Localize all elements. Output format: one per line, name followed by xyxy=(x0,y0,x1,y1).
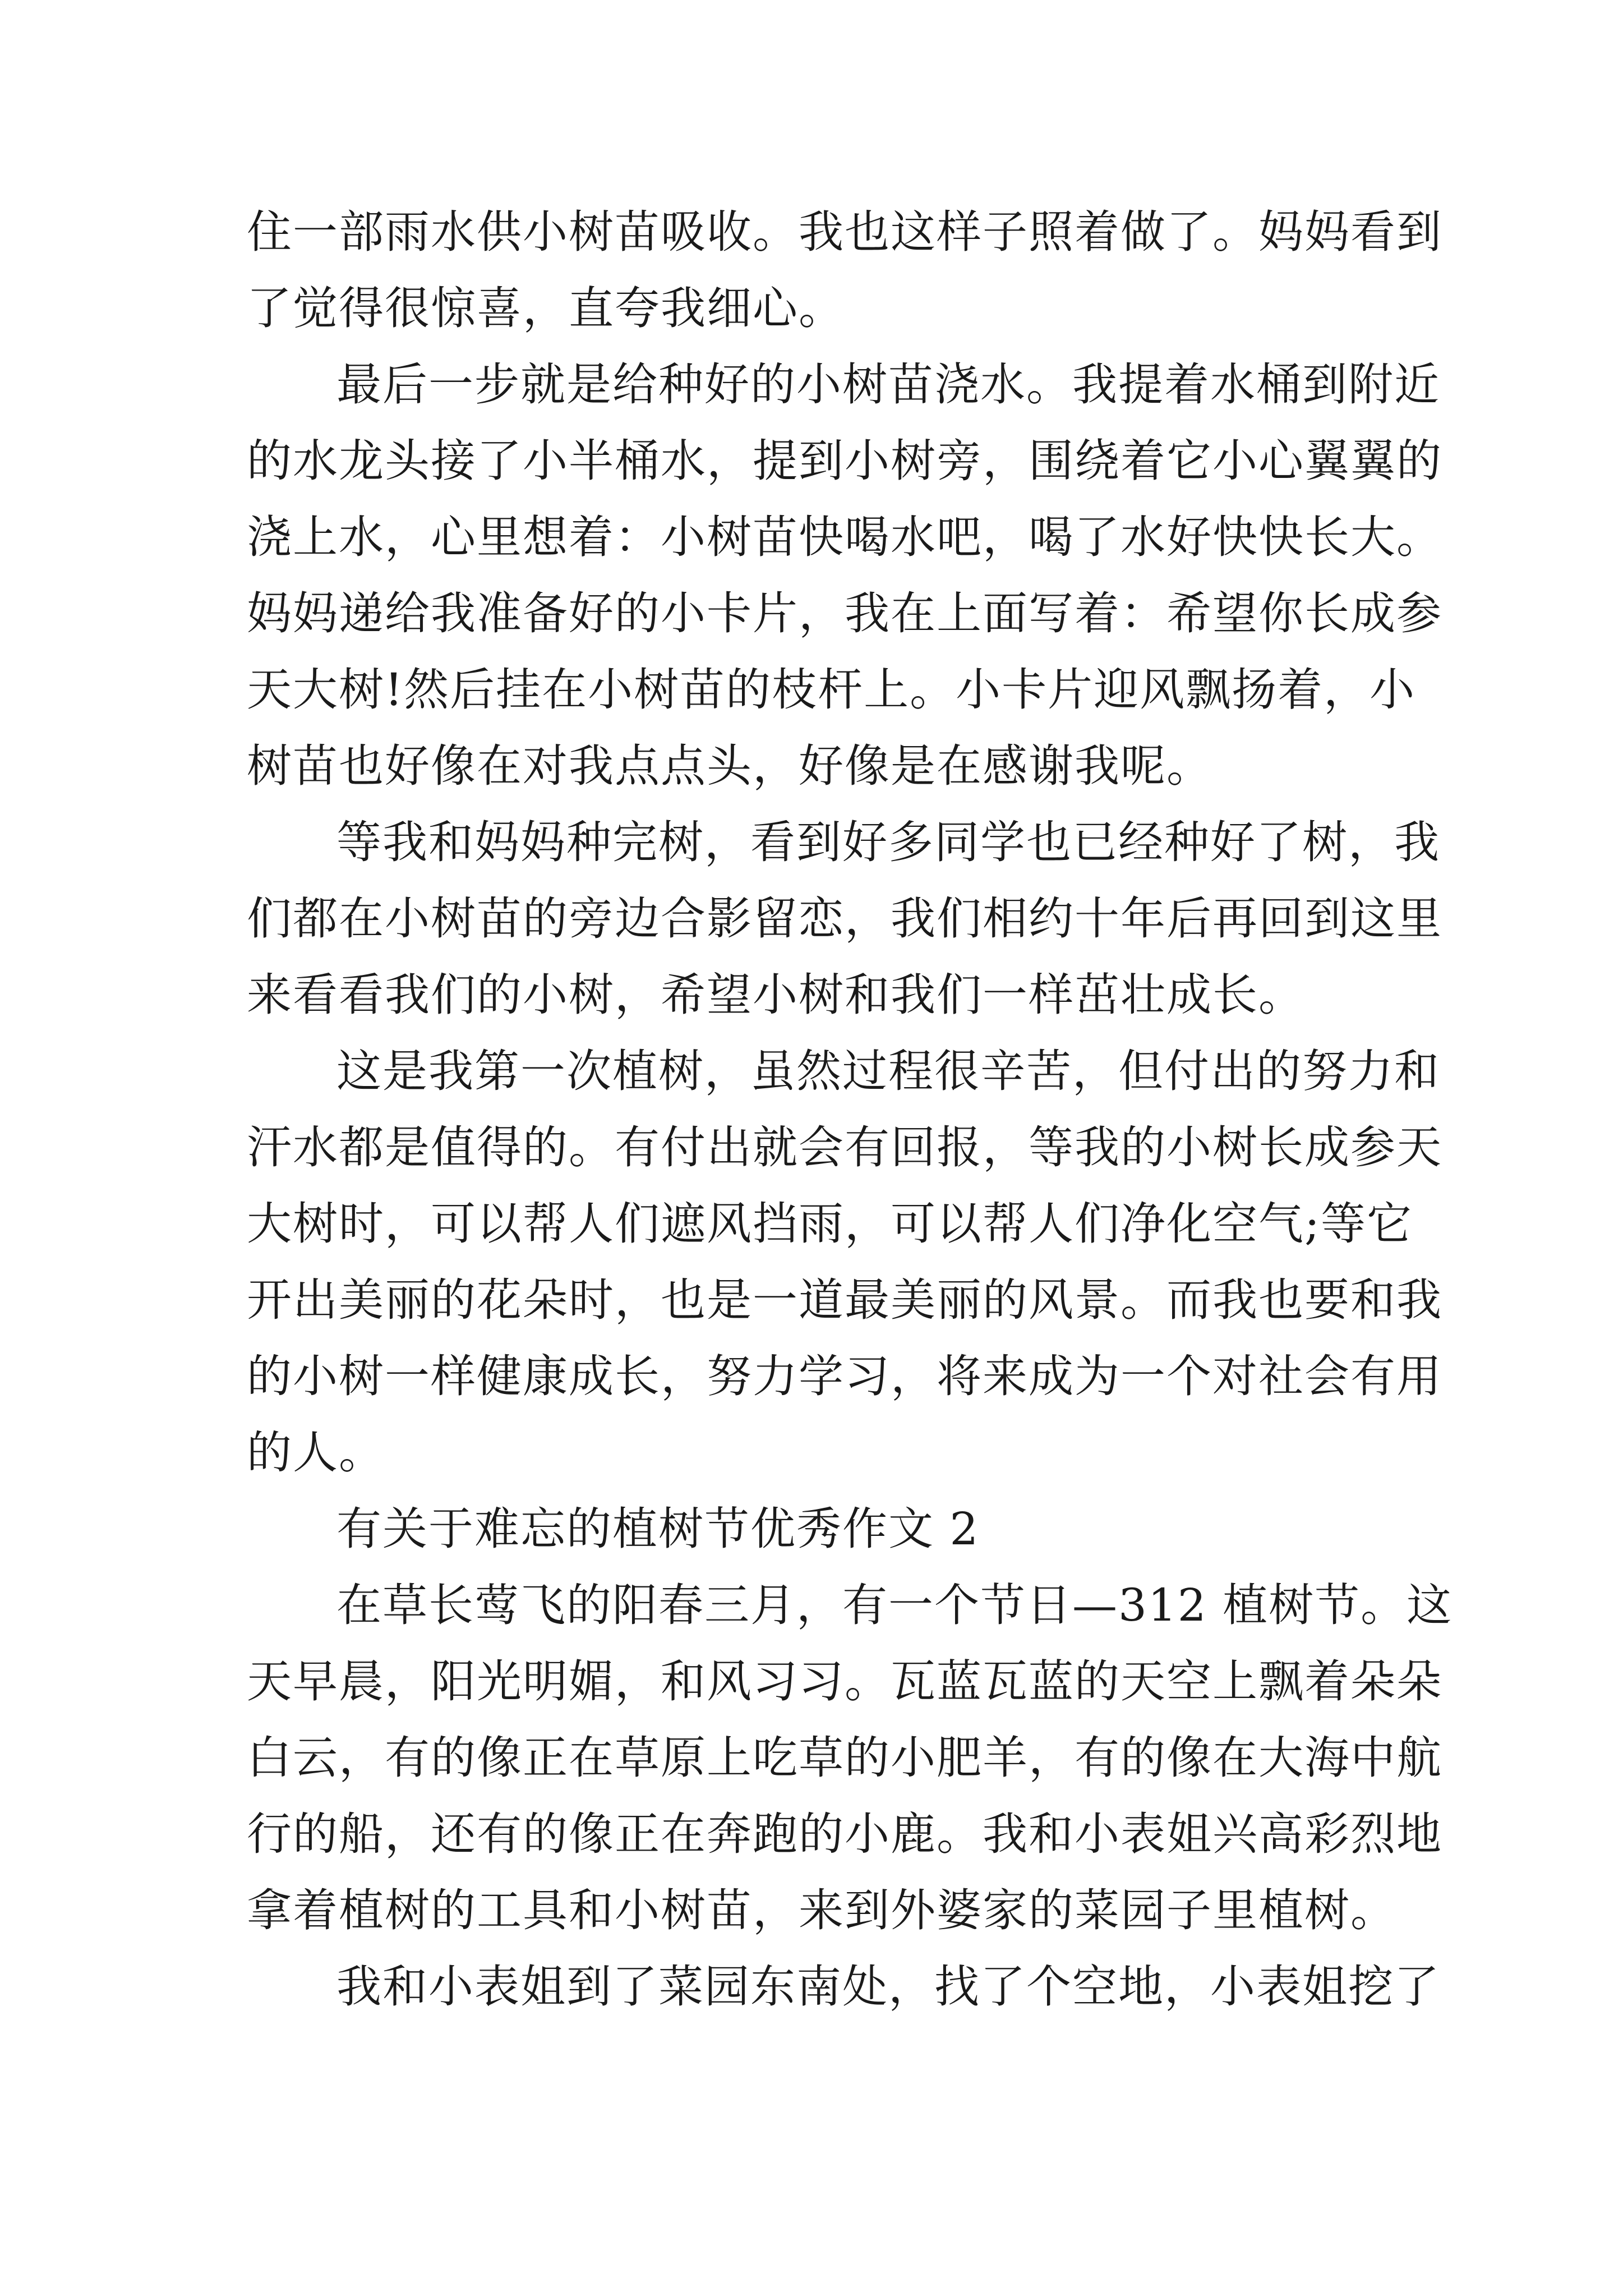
text-line: 拿着植树的工具和小树苗，来到外婆家的菜园子里植树。 xyxy=(247,1884,1396,1936)
text-line: 浇上水，心里想着：小树苗快喝水吧，喝了水好快快长大。 xyxy=(247,511,1442,563)
text-line: 们都在小树苗的旁边合影留恋，我们相约十年后再回到这里 xyxy=(247,892,1442,945)
text-line: 树苗也好像在对我点点头，好像是在感谢我呢。 xyxy=(247,740,1212,792)
text-line: 了觉得很惊喜，直夸我细心。 xyxy=(247,282,845,334)
text-line: 最后一步就是给种好的小树苗浇水。我提着水桶到附近 xyxy=(336,358,1440,411)
text-line: 来看看我们的小树，希望小树和我们一样茁壮成长。 xyxy=(247,969,1304,1021)
text-line: 汗水都是值得的。有付出就会有回报，等我的小树长成参天 xyxy=(247,1121,1442,1174)
text-line: 住一部雨水供小树苗吸收。我也这样子照着做了。妈妈看到 xyxy=(247,206,1442,258)
text-line: 的人。 xyxy=(247,1427,385,1479)
text-line: 的水龙头接了小半桶水，提到小树旁，围绕着它小心翼翼的 xyxy=(247,435,1442,487)
text-line: 我和小表姐到了菜园东南处，找了个空地，小表姐挖了 xyxy=(336,1961,1440,2013)
text-line: 的小树一样健康成长，努力学习，将来成为一个对社会有用 xyxy=(247,1350,1442,1402)
text-line: 等我和妈妈种完树，看到好多同学也已经种好了树，我 xyxy=(336,816,1440,868)
section-heading: 有关于难忘的植树节优秀作文 2 xyxy=(336,1503,980,1555)
text-line: 天早晨，阳光明媚，和风习习。瓦蓝瓦蓝的天空上飘着朵朵 xyxy=(247,1655,1442,1708)
text-line: 妈妈递给我准备好的小卡片，我在上面写着：希望你长成参 xyxy=(247,587,1442,639)
document-body xyxy=(247,194,1453,2025)
text-line: 白云，有的像正在草原上吃草的小肥羊，有的像在大海中航 xyxy=(247,1732,1442,1784)
text-line: 这是我第一次植树，虽然过程很辛苦，但付出的努力和 xyxy=(336,1045,1440,1097)
text-line: 天大树!然后挂在小树苗的枝杆上。小卡片迎风飘扬着，小 xyxy=(247,664,1416,716)
text-line: 开出美丽的花朵时，也是一道最美丽的风景。而我也要和我 xyxy=(247,1274,1442,1326)
text-line: 大树时，可以帮人们遮风挡雨，可以帮人们净化空气;等它 xyxy=(247,1198,1413,1250)
text-line: 在草长莺飞的阳春三月，有一个节日—312 植树节。这 xyxy=(336,1579,1453,1631)
text-line: 行的船，还有的像正在奔跑的小鹿。我和小表姐兴高彩烈地 xyxy=(247,1808,1442,1860)
